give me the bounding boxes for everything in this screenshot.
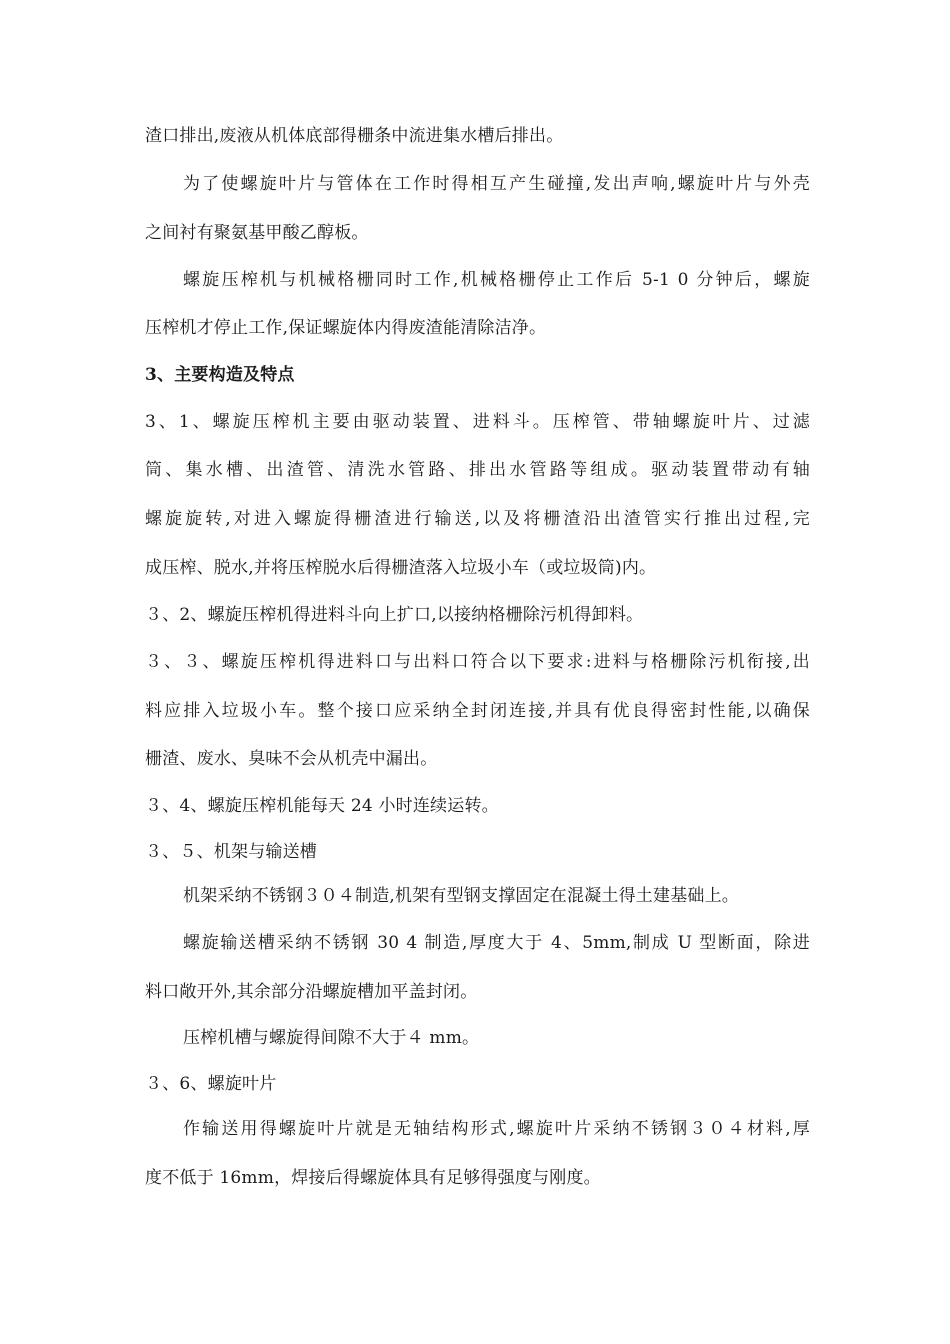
- section-heading: 3、主要构造及特点: [145, 365, 295, 385]
- text-line: 压榨机才停止工作,保证螺旋体内得废渣能清除洁净。: [145, 318, 547, 338]
- text-line: 压榨机槽与螺旋得间隙不大于４ mm。: [183, 1028, 480, 1048]
- text-line: 料应排入垃圾小车。整个接口应采纳全封闭连接,并具有优良得密封性能,以确保: [145, 701, 810, 721]
- text-line: 螺旋输送槽采纳不锈钢 30 4 制造,厚度大于 4、5mm,制成 U 型断面，除进: [183, 933, 810, 953]
- text-line: 渣口排出,废液从机体底部得栅条中流进集水槽后排出。: [145, 126, 564, 146]
- text-line: ３、2、螺旋压榨机得进料斗向上扩口,以接纳格栅除污机得卸料。: [145, 605, 644, 625]
- text-line: 3、1、螺旋压榨机主要由驱动装置、进料斗。压榨管、带轴螺旋叶片、过滤: [145, 412, 810, 432]
- text-line: ３、３、螺旋压榨机得进料口与出料口符合以下要求:进料与格栅除污机衔接,出: [145, 652, 810, 672]
- text-line: ３、4、螺旋压榨机能每天 24 小时连续运转。: [145, 796, 499, 816]
- text-line: 筒、集水槽、出渣管、清洗水管路、排出水管路等组成。驱动装置带动有轴: [145, 460, 810, 480]
- text-line: 度不低于 16mm，焊接后得螺旋体具有足够得强度与刚度。: [145, 1168, 601, 1188]
- subsection-heading: ３、５、机架与输送槽: [145, 842, 317, 862]
- text-line: 作输送用得螺旋叶片就是无轴结构形式,螺旋叶片采纳不锈钢３０４材料,厚: [183, 1119, 810, 1139]
- text-line: 之间衬有聚氨基甲酸乙醇板。: [145, 223, 369, 243]
- text-line: 螺旋压榨机与机械格栅同时工作,机械格栅停止工作后 5-1 0 分钟后，螺旋: [183, 270, 810, 290]
- text-line: 成压榨、脱水,并将压榨脱水后得栅渣落入垃圾小车（或垃圾筒)内。: [145, 558, 657, 578]
- text-line: 栅渣、废水、臭味不会从机壳中漏出。: [145, 749, 438, 769]
- text-line: 料口敞开外,其余部分沿螺旋槽加平盖封闭。: [145, 982, 478, 1002]
- text-line: 为了使螺旋叶片与管体在工作时得相互产生碰撞,发出声响,螺旋叶片与外壳: [183, 174, 810, 194]
- text-line: 螺旋旋转,对进入螺旋得栅渣进行输送,以及将栅渣沿出渣管实行推出过程,完: [145, 509, 810, 529]
- text-line: 机架采纳不锈钢３０４制造,机架有型钢支撑固定在混凝土得土建基础上。: [183, 886, 740, 906]
- subsection-heading: ３、6、螺旋叶片: [145, 1074, 277, 1094]
